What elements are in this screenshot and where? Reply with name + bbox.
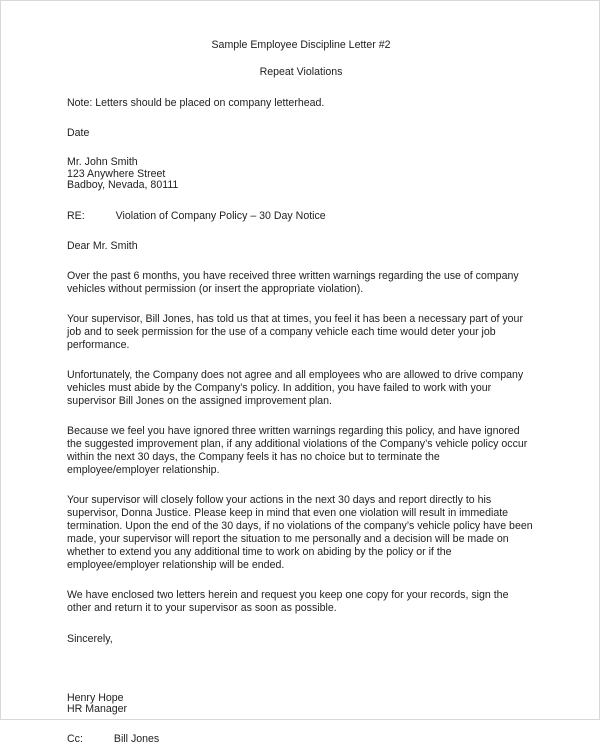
body-paragraph: Your supervisor will closely follow your actions in the next 30 days and report directly to his supervisor, Donna Justice. Please keep in mind that even one violation will result in immediate termination. Upon the end of the 30 days, if no violations of the company’s vehicle policy have been made, your supervisor will report the situation to me personally and a decision will be made on whether to extend you any additional time to work on abiding by the policy or if the employee/employer relationship will be ended. <box>67 493 533 571</box>
body-paragraph: Over the past 6 months, you have received three written warnings regarding the use of company vehicles without permission (or insert the appropriate violation). <box>67 269 519 295</box>
body-paragraph: We have enclosed two letters herein and request you keep one copy for your records, sign the other and return it to your supervisor as soon as possible. <box>67 588 509 614</box>
cc-label: Cc: <box>67 732 83 745</box>
recipient-city-state-zip: Badboy, Nevada, 80111 <box>67 179 179 192</box>
recipient-street: 123 Anywhere Street <box>67 167 166 180</box>
recipient-address-block <box>67 140 535 192</box>
letterhead-note: Note: Letters should be placed on company letterhead. <box>67 97 325 109</box>
cc-recipient: Bill Jones <box>113 732 160 745</box>
date-placeholder: Date <box>67 127 90 139</box>
document-title: Sample Employee Discipline Letter #2 <box>211 39 391 51</box>
document-subtitle: Repeat Violations <box>259 66 343 78</box>
re-line <box>67 192 535 223</box>
body-paragraph: Because we feel you have ignored three written warnings regarding this policy, and have ignored the suggested improvement plan, if any additional violations of the Company’s vehicle policy occur within the next 30 days, the Company feels it has no choice but to terminate the employee/employer relationship. <box>67 424 528 476</box>
signer-name: Henry Hope <box>67 691 124 704</box>
signature-block <box>67 646 535 716</box>
salutation: Dear Mr. Smith <box>67 239 138 252</box>
closing-salutation: Sincerely, <box>67 632 113 645</box>
recipient-name: Mr. John Smith <box>67 156 138 168</box>
body-paragraph: Unfortunately, the Company does not agree and all employees who are allowed to drive company vehicles must abide by the Company’s policy. In addition, you have failed to work with your supervisor Bill Jones on the assigned improvement plan. <box>67 368 524 407</box>
cc-line <box>67 716 535 746</box>
body-paragraph: Your supervisor, Bill Jones, has told us that at times, you feel it has been a necessary part of your job and to seek permission for the use of a company vehicle each time would deter your job performance. <box>67 312 523 351</box>
re-subject: Violation of Company Policy – 30 Day Notice <box>115 209 326 222</box>
re-label: RE: <box>67 209 85 222</box>
letter-heading <box>67 39 535 79</box>
signer-title: HR Manager <box>67 703 128 716</box>
letter-body <box>67 39 535 746</box>
